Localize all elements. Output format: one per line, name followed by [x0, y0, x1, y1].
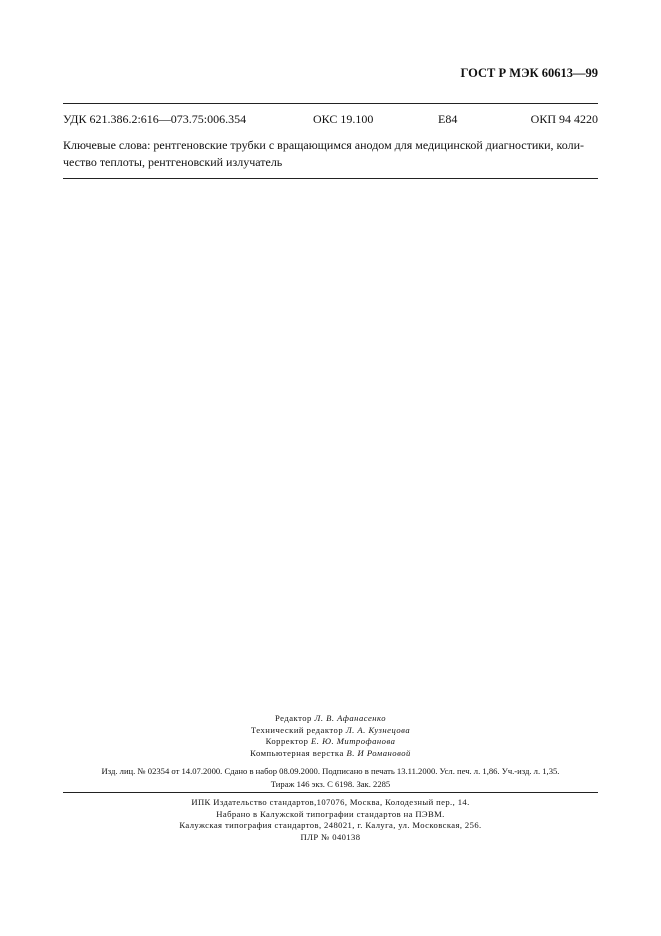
okp-code: ОКП 94 4220 [530, 112, 598, 126]
udk-code: УДК 621.386.2:616—073.75:006.354 [63, 112, 247, 126]
imprint-line-3: Калужская типография стандартов, 248021, г. Калуга, ул. Московская, 256. [179, 820, 482, 830]
keywords-block [63, 137, 600, 171]
credit-proofreader [63, 736, 598, 748]
credit-role: Технический редактор [250, 724, 344, 735]
credit-editor [63, 713, 598, 725]
classification-row [63, 112, 598, 128]
credit-role: Компьютерная верстка [250, 747, 344, 758]
top-divider [63, 103, 598, 104]
credit-layout [63, 748, 598, 760]
keywords-line-1: Ключевые слова: рентгеновские трубки с вращающимся анодом для медицинской диагностики, коли- [63, 138, 585, 152]
credit-tech-editor [63, 725, 598, 737]
e-code: Е84 [438, 112, 458, 126]
document-code: ГОСТ Р МЭК 60613—99 [460, 66, 598, 80]
imprint-line-1: ИПК Издательство стандартов,107076, Москва, Колодезный пер., 14. [191, 797, 470, 807]
imprint-line-2: Набрано в Калужской типографии стандартов на ПЭВМ. [216, 808, 445, 819]
publication-info [63, 765, 598, 791]
credit-name: В. И Романовой [346, 747, 411, 758]
credit-role: Редактор [274, 713, 312, 723]
credit-name: Л. В. Афанасенко [314, 713, 387, 723]
credit-role: Корректор [265, 736, 309, 746]
imprint-divider [63, 792, 598, 793]
keywords-line-2: чество теплоты, рентгеновский излучатель [63, 155, 283, 169]
credit-name: Л. А. Кузнецова [345, 724, 411, 735]
credits-block [63, 713, 598, 759]
credit-name: Е. Ю. Митрофанова [311, 736, 396, 746]
publication-line-1: Изд. лиц. № 02354 от 14.07.2000. Сдано в набор 08.09.2000. Подписано в печать 13.11.2000. Усл. печ. л. 1,86. Уч.-изд. л. 1,35. [101, 766, 560, 776]
oks-code: ОКС 19.100 [313, 112, 374, 126]
imprint-line-4: ПЛР № 040138 [300, 831, 361, 842]
publication-line-2: Тираж 146 экз. С 6198. Зак. 2285 [270, 779, 391, 789]
imprint-block [63, 797, 598, 843]
keywords-divider [63, 178, 598, 179]
